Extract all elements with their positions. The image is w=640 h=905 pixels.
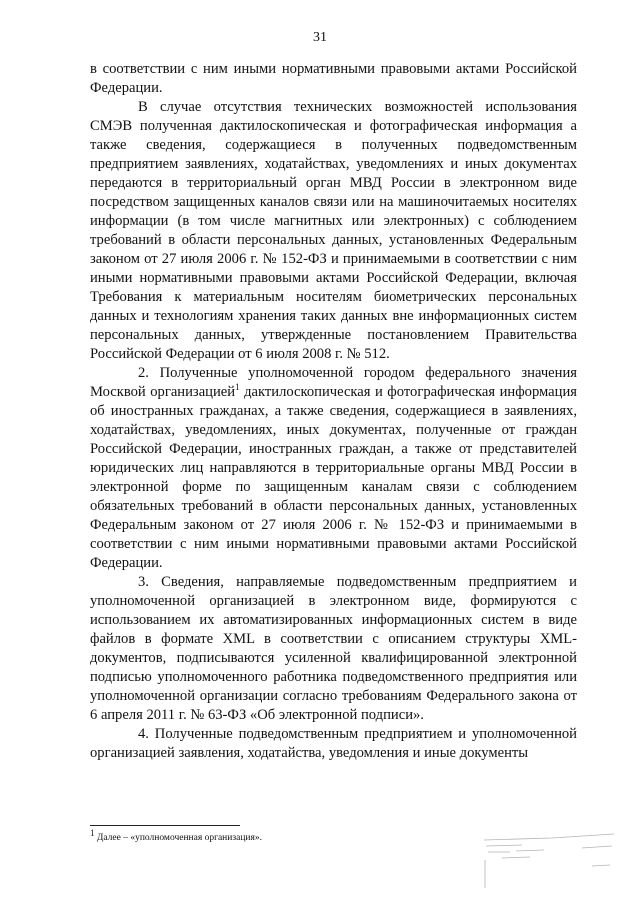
body-text [90,60,577,763]
paragraph-item-2-start: 2. Полученные уполномоченной городом федерального значения Москвой организацией [90,365,577,400]
paragraph-item-2-rest: дактилоскопическая и фотографическая информация об иностранных гражданах, а также сведения, содержащиеся в заявлениях, ходатайствах, уведомлениях, иных документах, полученные от граждан Российской Федерации, иностранных граждан, а также от представителей юридических лиц направляются в территориальные органы МВД России в электронной форме по защищенным каналам связи с соблюдением обязательных требований в области персональных данных, установленных Федеральным законом от 27 июля 2006 г. № 152-ФЗ и принимаемыми в соответствии с ним иными нормативными правовыми актами Российской Федерации. [90,384,577,571]
paragraph-item-2 [90,364,577,573]
faint-stamp-mark [482,826,622,896]
footnote-reference: 1 [235,382,240,393]
footnote-mark: 1 [90,827,95,838]
footnote-divider [90,825,240,826]
paragraph-item-3: 3. Сведения, направляемые подведомственным предприятием и уполномоченной организацией в электронном виде, формируются с использованием их автоматизированных информационных систем в виде файлов в формате XML в соответствии с описанием структуры XML-документов, подписываются усиленной квалифицированной электронной подписью уполномоченного работника подведомственного предприятия или уполномоченной организации согласно требованиям Федерального закона от 6 апреля 2011 г. № 63-ФЗ «Об электронной подписи». [90,574,577,723]
paragraph-continuation: в соответствии с ним иными нормативными правовыми актами Российской Федерации. [90,61,577,96]
paragraph-item-4: 4. Полученные подведомственным предприятием и уполномоченной организацией заявления, ходатайства, уведомления и иные документы [90,726,577,761]
paragraph-smev-fallback: В случае отсутствия технических возможностей использования СМЭВ полученная дактилоскопическая и фотографическая информация а также сведения, содержащиеся в полученных подведомственным предприятием заявлениях, ходатайствах, уведомлениях и иных документах передаются в территориальный орган МВД России в электронном виде посредством защищенных каналов связи или на машиночитаемых носителях информации (в том числе магнитных или электронных) с соблюдением требований в области персональных данных, установленных Федеральным законом от 27 июля 2006 г. № 152-ФЗ и принимаемыми в соответствии с ним иными нормативными правовыми актами Российской Федерации, включая Требования к материальным носителям биометрических персональных данных и технологиям хранения таких данных вне информационных систем персональных данных, утвержденные постановлением Правительства Российской Федерации от 6 июля 2008 г. № 512. [90,99,577,362]
footnote-text: Далее – «уполномоченная организация». [94,833,262,843]
footnote [90,827,450,844]
page-number: 31 [313,30,327,45]
